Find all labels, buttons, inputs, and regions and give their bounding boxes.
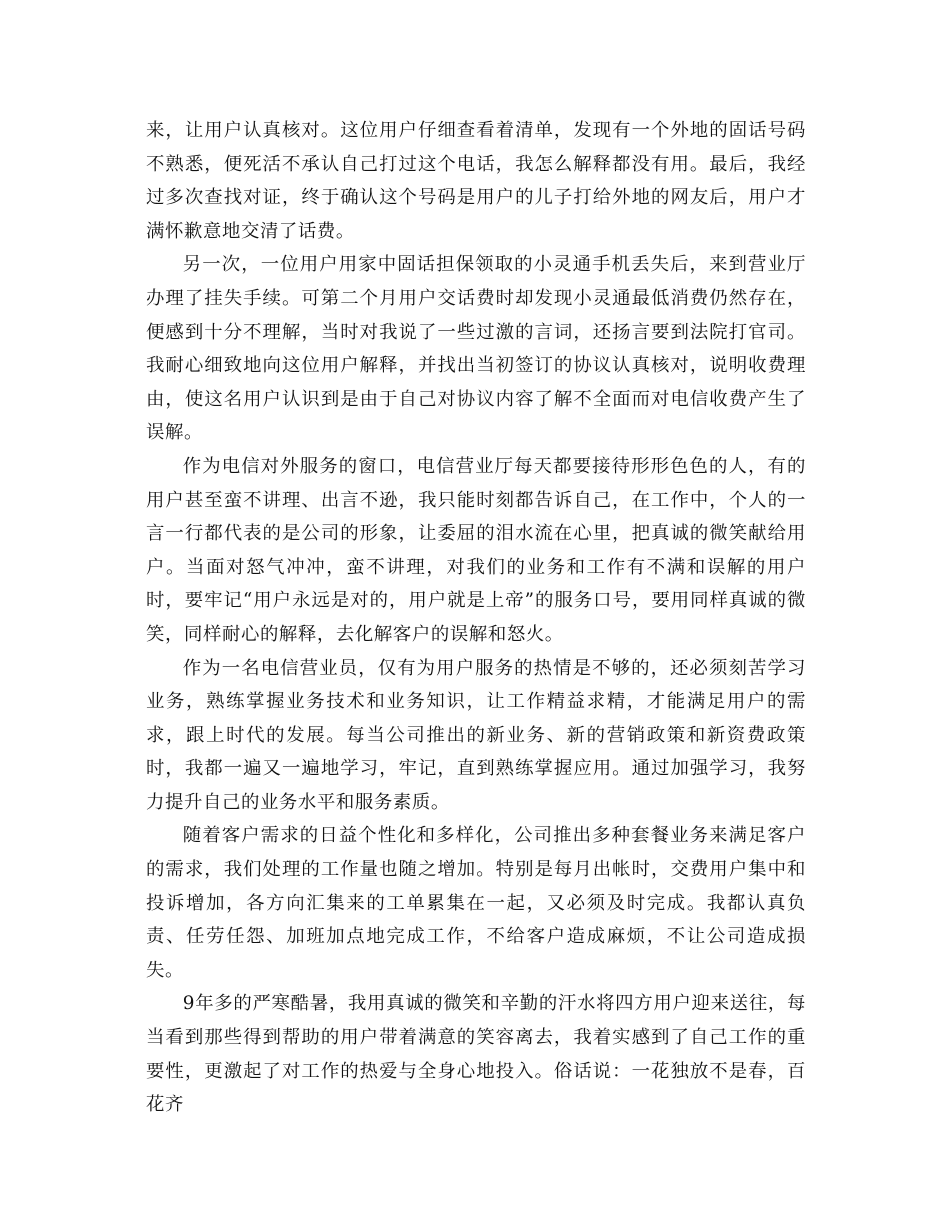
paragraph-nine-years: 9年多的严寒酷暑，我用真诚的微笑和辛勤的汗水将四方用户迎来送往，每当看到那些得到帮助的用户带着满意的笑容离去，我着实感到了自己工作的重要性，更激起了对工作的热爱与全身心地投入。俗话说：一花独放不是春，百花齐 [146,993,806,1116]
paragraph-workload: 随着客户需求的日益个性化和多样化，公司推出多种套餐业务来满足客户的需求，我们处理的工作量也随之增加。特别是每月出帐时，交费用户集中和投诉增加，各方向汇集来的工单累集在一起，又必须及时完成。我都认真负责、任劳任怨、加班加点地完成工作，不给客户造成麻烦，不让公司造成损失。 [146,825,806,981]
paragraph-service-window: 作为电信对外服务的窗口，电信营业厅每天都要接待形形色色的人，有的用户甚至蛮不讲理、出言不逊，我只能时刻都告诉自己，在工作中，个人的一言一行都代表的是公司的形象，让委屈的泪水流在心里，把真诚的微笑献给用户。当面对怒气冲冲，蛮不讲理，对我们的业务和工作有不满和误解的用户时，要牢记“用户永远是对的，用户就是上帝”的服务口号，要用同样真诚的微笑，同样耐心的解释，去化解客户的误解和怒火。 [146,455,806,645]
paragraph-continuation: 来，让用户认真核对。这位用户仔细查看着清单，发现有一个外地的固话号码不熟悉，便死活不承认自己打过这个电话，我怎么解释都没有用。最后，我经过多次查找对证，终于确认这个号码是用户的儿子打给外地的网友后，用户才满怀歉意地交清了话费。 [146,120,806,242]
paragraph-learning: 作为一名电信营业员，仅有为用户服务的热情是不够的，还必须刻苦学习业务，熟练掌握业务技术和业务知识，让工作精益求精，才能满足用户的需求，跟上时代的发展。每当公司推出的新业务、新的营销政策和新资费政策时，我都一遍又一遍地学习，牢记，直到熟练掌握应用。通过加强学习，我努力提升自己的业务水平和服务素质。 [146,657,806,813]
paragraph-lost-phone: 另一次，一位用户用家中固话担保领取的小灵通手机丢失后，来到营业厅办理了挂失手续。可第二个月用户交话费时却发现小灵通最低消费仍然存在，便感到十分不理解，当时对我说了一些过激的言词，还扬言要到法院打官司。我耐心细致地向这位用户解释，并找出当初签订的协议认真核对，说明收费理由，使这名用户认识到是由于自己对协议内容了解不全面而对电信收费产生了误解。 [146,254,806,444]
document-body [146,114,806,1122]
